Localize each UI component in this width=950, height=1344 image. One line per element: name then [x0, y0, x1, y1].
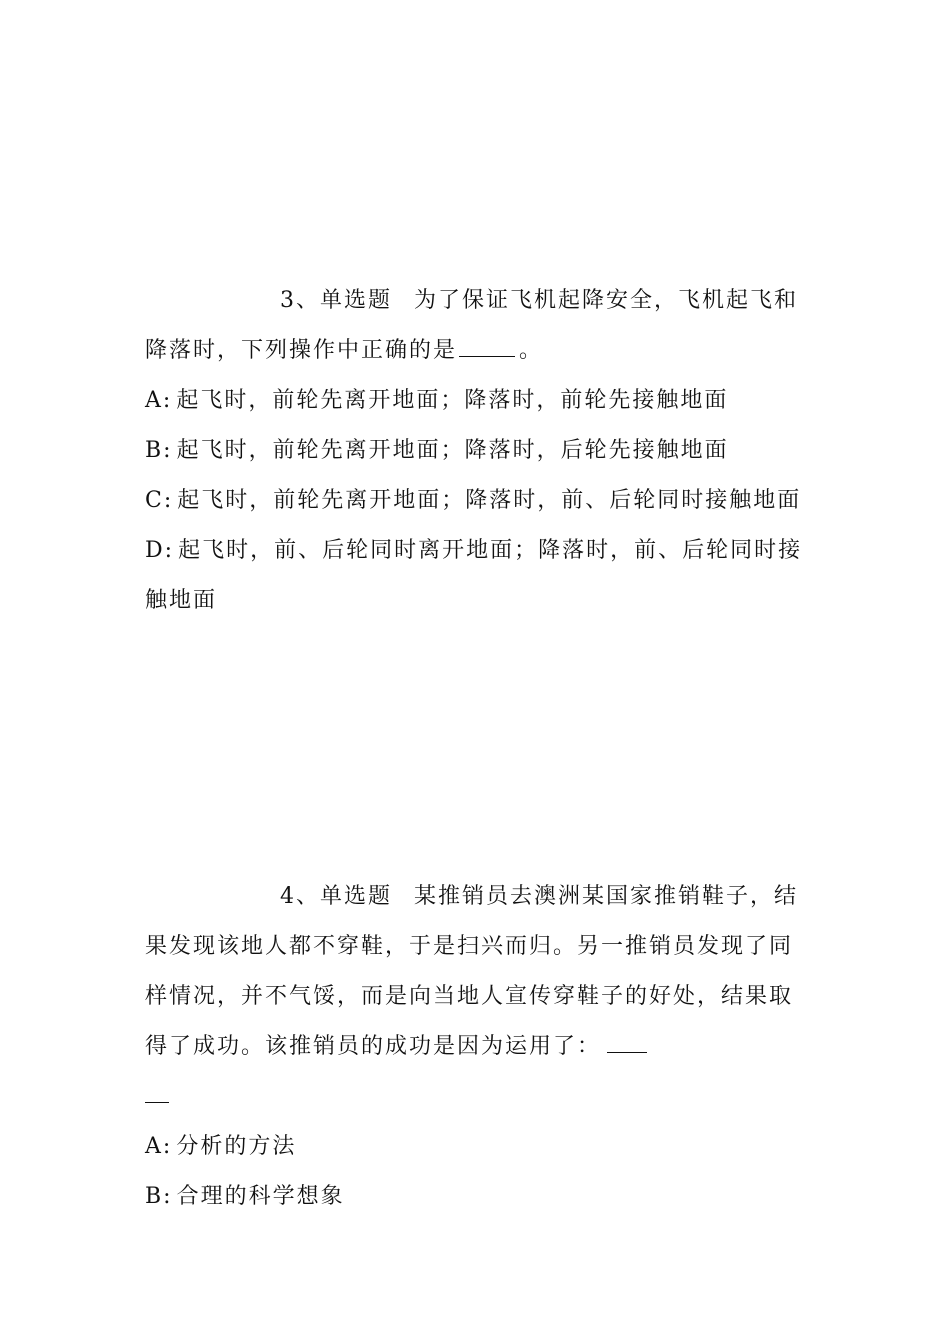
- option-d: [145, 526, 810, 626]
- option-a: [145, 1122, 810, 1172]
- question-text: 某推销员去澳洲某国家推销鞋子，结果发现该地人都不穿鞋，于是扫兴而归。另一推销员发现了同样情况，并不气馁，而是向当地人宣传穿鞋子的好处，结果取得了成功。该推销员的成功是因为运用了：: [145, 884, 799, 1059]
- option-letter: B:: [145, 1184, 173, 1209]
- question-number: 4、: [280, 884, 320, 909]
- question-4: [145, 872, 810, 1222]
- question-stem: [145, 276, 810, 376]
- option-letter: B:: [145, 438, 173, 463]
- option-letter: D:: [145, 538, 175, 563]
- option-c: [145, 476, 810, 526]
- option-text: 起飞时，前、后轮同时离开地面；降落时，前、后轮同时接触地面: [145, 538, 803, 613]
- option-letter: A:: [145, 1134, 173, 1159]
- answer-blank: [145, 1088, 169, 1103]
- option-text: 起飞时，前轮先离开地面；降落时，前轮先接触地面: [176, 388, 729, 413]
- option-text: 起飞时，前轮先离开地面；降落时，后轮先接触地面: [176, 438, 729, 463]
- answer-blank-continued: [145, 1072, 810, 1122]
- answer-blank: [607, 1038, 647, 1053]
- option-letter: C:: [145, 488, 174, 513]
- question-type: 单选题: [320, 884, 393, 909]
- question-stem: [145, 872, 810, 1122]
- answer-blank: [459, 342, 515, 357]
- option-text: 分析的方法: [176, 1134, 297, 1159]
- option-a: [145, 376, 810, 426]
- question-number: 3、: [280, 288, 320, 313]
- option-text: 起飞时，前轮先离开地面；降落时，前、后轮同时接触地面: [177, 488, 802, 513]
- question-text: 为了保证飞机起降安全，飞机起飞和降落时，下列操作中正确的是: [145, 288, 799, 363]
- question-type: 单选题: [320, 288, 393, 313]
- option-letter: A:: [145, 388, 173, 413]
- question-end: 。: [519, 338, 544, 363]
- option-b: [145, 1172, 810, 1222]
- option-text: 合理的科学想象: [176, 1184, 345, 1209]
- question-3: [145, 276, 810, 626]
- option-b: [145, 426, 810, 476]
